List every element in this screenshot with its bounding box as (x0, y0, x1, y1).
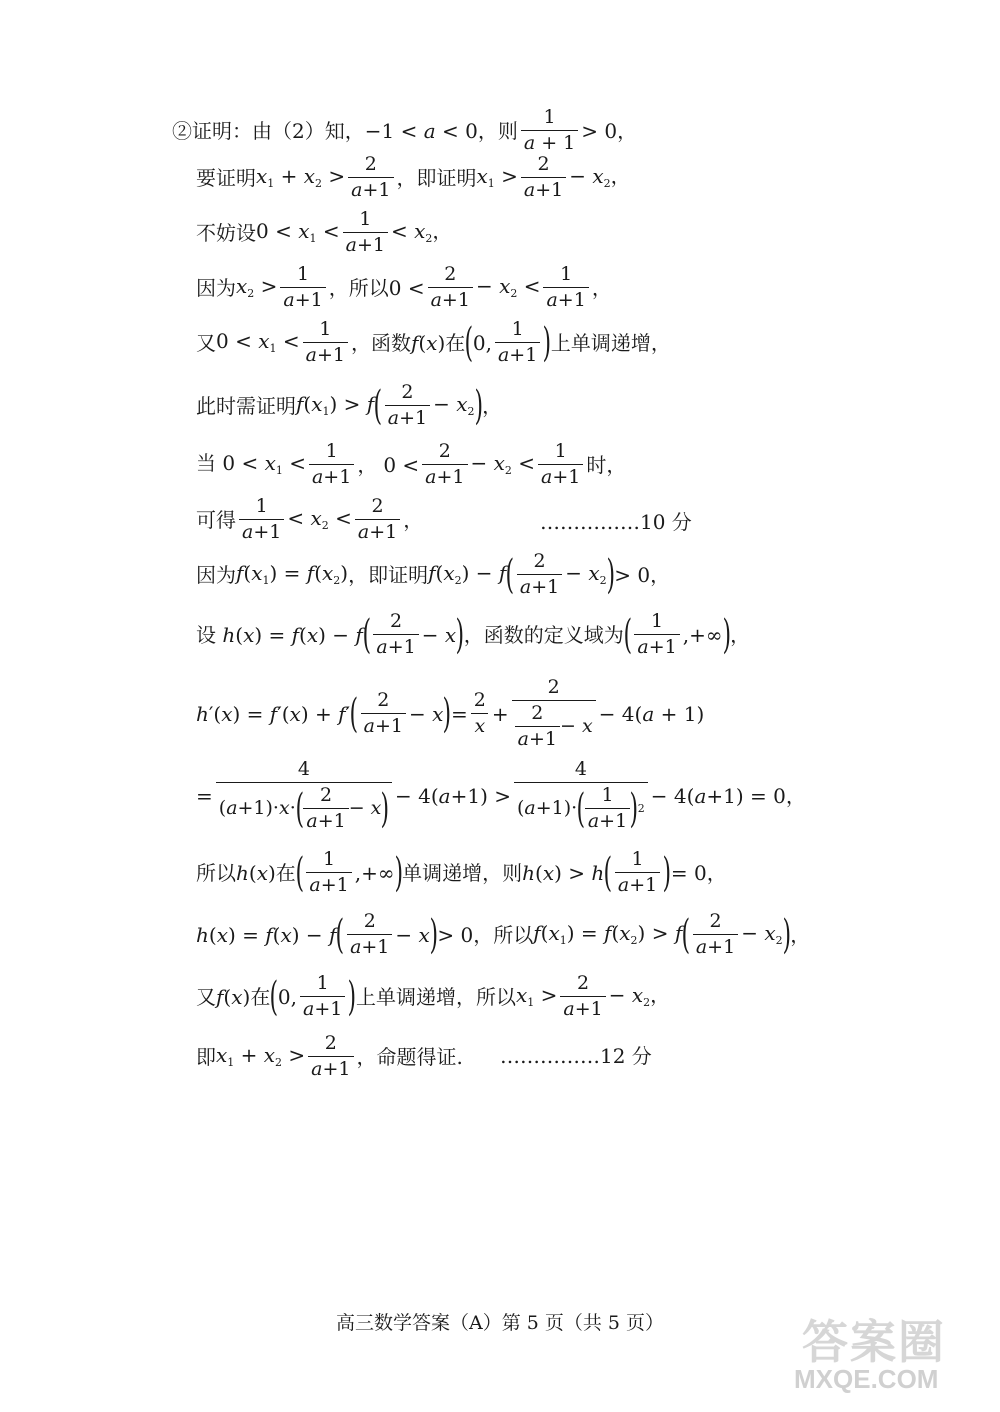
text: 可得 (196, 507, 236, 532)
proof-line-6: 此时需证明 $f(x_1) > f$ ( $\frac{2}{a+1}$ − $x_2$ ) ， (196, 381, 503, 429)
text: 单调递增，则 (402, 860, 523, 885)
text: 在 (250, 984, 271, 1009)
text: ②证明：由（2）知， (172, 118, 365, 143)
text: 又 (196, 330, 216, 355)
proof-line-15: 又 f(x) 在 ( 0, $\frac{1}{a+1}$ ) 上单调递增，所以 $x_1$ > $\frac{2}{a+1}$ − $x_2$， (196, 972, 671, 1020)
watermark-text: 答案圈 (802, 1315, 946, 1369)
text: 此时需证明 (196, 393, 296, 418)
proof-line-4: 因为 $x_2$ > $\frac{1}{a+1}$ ，所以 0 < $\frac{2}{a+1}$ − $x_2$ < $\frac{1}{a+1}$ ， (196, 263, 612, 311)
text: ，即证明 (348, 562, 429, 587)
proof-line-13: 所以 h(x) 在 ( $\frac{1}{a+1}$ ,+∞ ) 单调递增，则 h(x) > h ( $\frac{1}{a+1}$ ) = 0， (196, 848, 727, 896)
text: 上单调递增，所以 (355, 984, 516, 1009)
text: ，命题得证. (356, 1044, 463, 1069)
proof-line-9: 因为 $f(x_1) = f(x_2)$ ，即证明 $f(x_2) - f$ ( $\frac{2}{a+1}$ − $x_2$ ) > 0， (196, 550, 671, 598)
page-footer: 高三数学答案（A）第 5 页（共 5 页） (335, 1312, 665, 1334)
text: 所以 (196, 860, 236, 885)
text: 上单调递增， (550, 330, 671, 355)
text: 在 (445, 330, 466, 355)
text: 要证明 (196, 165, 256, 190)
text: 则 (497, 118, 518, 143)
proof-line-14: h(x) = f(x) − f ( $\frac{2}{a+1}$ − x ) > 0 ，所以 $f(x_1) = f(x_2) > f$ ( $\frac{2}{a+1}$ − $x_2$ ) ， (196, 910, 811, 958)
text: 不妨设 (196, 220, 256, 245)
proof-line-12: = 4 (a+1)·x· ( $\frac{2}{a+1}$ − x ) − 4(a+1) > 4 (a+1)· ( $\frac{1}{a+1}$ ) 2 − 4(a+1) = 0， (196, 758, 806, 832)
text: ，函数的定义域为 (463, 622, 624, 647)
text: ，即证明 (396, 165, 477, 190)
proof-line-3: 不妨设 $0 < x_1$ < $\frac{1}{a+1}$ < $x_2$， (196, 208, 453, 256)
text: 在 (275, 860, 296, 885)
score-text: ……………12 分 (500, 1044, 652, 1068)
proof-line-1: ②证明：由（2）知， −1 < a < 0， 则 $\frac{1}{a + 1}$ > 0， (172, 106, 638, 154)
proof-line-2: 要证明 $x_1 + x_2$ > $\frac{2}{a+1}$ ，即证明 $x_1$ > $\frac{2}{a+1}$ − $x_2$， (196, 153, 631, 201)
text: 因为 (196, 275, 236, 300)
score-10 (540, 512, 692, 532)
proof-line-8: 可得 $\frac{1}{a+1}$ < $x_2$ < $\frac{2}{a+1}$ ， (196, 495, 424, 543)
text: ，函数 (350, 330, 411, 355)
proof-line-5: 又 $0 < x_1$ < $\frac{1}{a+1}$ ，函数 f(x) 在 ( 0, $\frac{1}{a+1}$ ) 上单调递增， (196, 318, 671, 366)
text: ，所以 (473, 922, 534, 947)
text: ，所以 (328, 275, 389, 300)
text: 即 (196, 1044, 216, 1069)
text: 时， (586, 452, 627, 477)
proof-line-16: 即 $x_1 + x_2$ > $\frac{2}{a+1}$ ，命题得证. (196, 1032, 463, 1080)
watermark-url: MXQE.COM (794, 1364, 939, 1394)
text: 因为 (196, 562, 236, 587)
proof-line-10: 设 h(x) = f(x) − f ( $\frac{2}{a+1}$ − x ) ，函数的定义域为 ( $\frac{1}{a+1}$ ,+∞ ) ， (196, 610, 751, 658)
watermark-logo (782, 1302, 972, 1402)
proof-line-7: 当 $0 < x_1$ < $\frac{1}{a+1}$ ， 0 < $\frac{2}{a+1}$ − $x_2$ < $\frac{1}{a+1}$ 时， (196, 440, 627, 488)
proof-line-11: h′(x) = f′(x) + f′ ( $\frac{2}{a+1}$ − x ) = $\frac{2}{x}$ + 2 $\frac{2}{a+1}$ − x − 4(a + 1) (196, 676, 705, 750)
score-text: ……………10 分 (540, 510, 692, 534)
score-12 (500, 1046, 652, 1066)
text: 又 (196, 984, 216, 1009)
